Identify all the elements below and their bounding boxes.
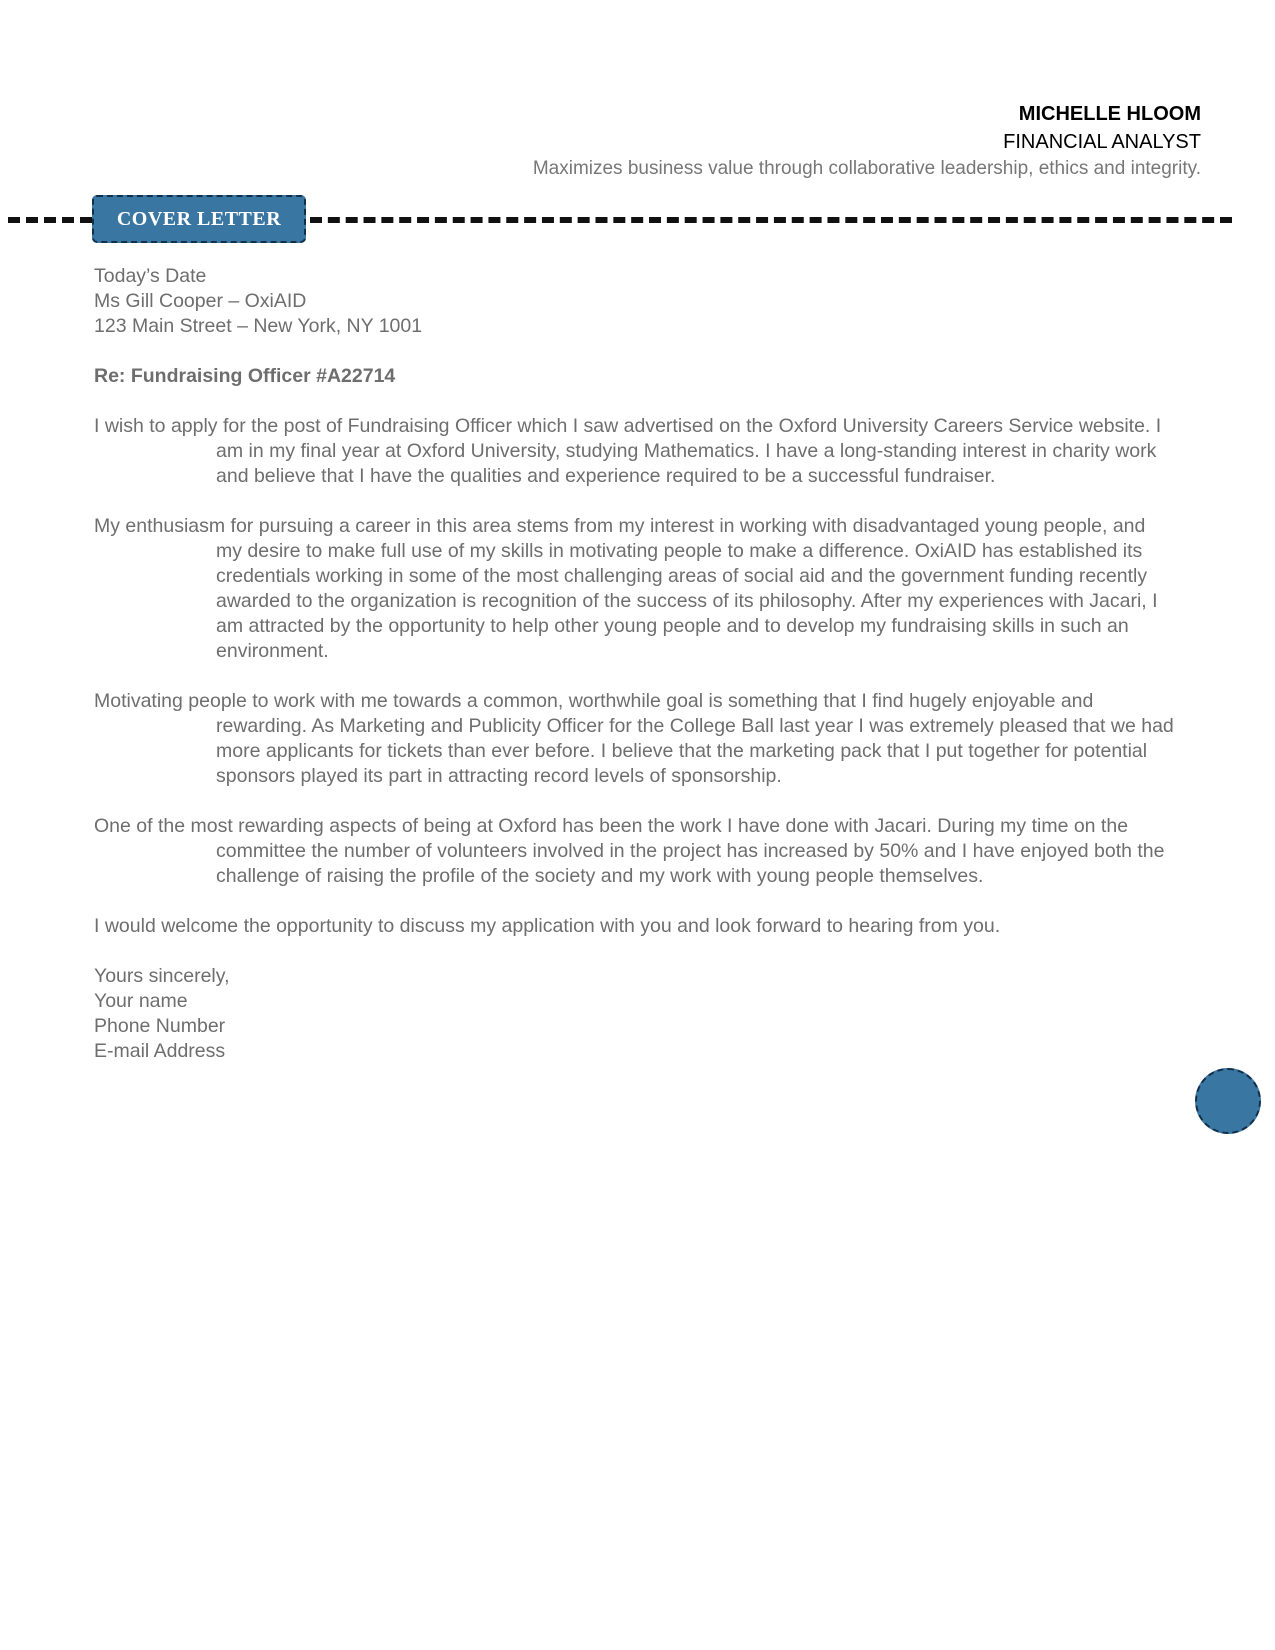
signoff-block: [94, 964, 1174, 1064]
email-line: E-mail Address: [94, 1040, 226, 1062]
divider-left: [8, 217, 92, 223]
letter-body: [94, 264, 1174, 1064]
signature-name: Your name: [94, 990, 188, 1012]
applicant-tagline: Maximizes business value through collaborative leadership, ethics and integrity.: [532, 158, 1201, 179]
date-line: Today’s Date: [94, 265, 207, 287]
street-line: 123 Main Street – New York, NY 1001: [94, 315, 423, 337]
divider-right: [310, 217, 1232, 223]
phone-line: Phone Number: [94, 1015, 226, 1037]
decorative-circle: [1195, 1068, 1261, 1134]
paragraph: My enthusiasm for pursuing a career in this area stems from my interest in working with disadvantaged young people, and my desire to make full use of my skills in motivating people to make a difference. OxiAID has established its credentials working in some of the most challenging areas of social aid and the government funding recently awarded to the organization is recognition of the success of its philosophy. After my experiences with Jacari, I am attracted by the opportunity to help other young people and to develop my fundraising skills in such an environment.: [94, 515, 1158, 662]
paragraph: Motivating people to work with me towards a common, worthwhile goal is something that I find hugely enjoyable and rewarding. As Marketing and Publicity Officer for the College Ball last year I was extremely pleased that we had more applicants for tickets than ever before. I believe that the marketing pack that I put together for potential sponsors played its part in attracting record levels of sponsorship.: [94, 690, 1174, 787]
header: [533, 100, 1201, 183]
closing-line: Yours sincerely,: [94, 965, 230, 987]
applicant-name: MICHELLE HLOOM: [1018, 103, 1201, 125]
section-label: COVER LETTER: [92, 195, 306, 243]
paragraph: I wish to apply for the post of Fundraising Officer which I saw advertised on the Oxford University Careers Service website. I am in my final year at Oxford University, studying Mathematics. I have a long-standing interest in charity work and believe that I have the qualities and experience required to be a successful fundraiser.: [94, 415, 1162, 487]
address-block: [94, 264, 1174, 339]
paragraph: I would welcome the opportunity to discuss my application with you and look forward to hearing from you.: [94, 915, 1001, 937]
paragraph: One of the most rewarding aspects of being at Oxford has been the work I have done with Jacari. During my time on the committee the number of volunteers involved in the project has increased by 50% and I have enjoyed both the challenge of raising the profile of the society and my work with young people themselves.: [94, 815, 1165, 887]
recipient-line: Ms Gill Cooper – OxiAID: [94, 290, 307, 312]
subject-line: Re: Fundraising Officer #A22714: [94, 365, 396, 387]
applicant-title: FINANCIAL ANALYST: [1003, 131, 1201, 153]
